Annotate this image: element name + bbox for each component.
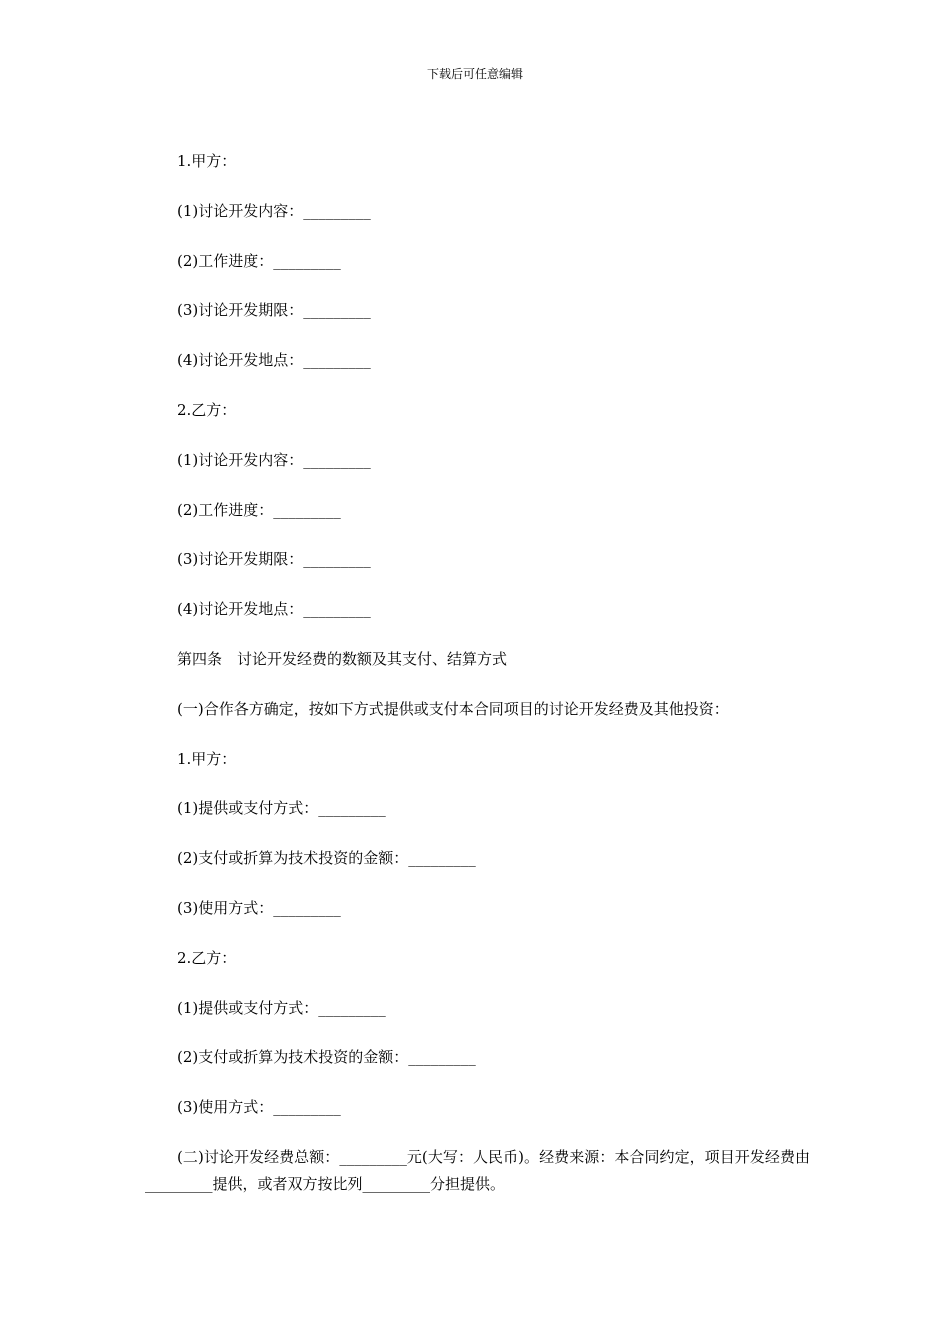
party-b-heading: 2.乙方： <box>177 401 237 419</box>
funding-party-b-investment-amount: (2)支付或折算为技术投资的金额：_________ <box>177 1048 476 1066</box>
funding-party-b-usage: (3)使用方式：_________ <box>177 1098 341 1116</box>
funding-party-b-heading: 2.乙方： <box>177 949 237 967</box>
article-four-heading: 第四条 讨论开发经费的数额及其支付、结算方式 <box>177 650 508 668</box>
funding-clause-intro: (一)合作各方确定，按如下方式提供或支付本合同项目的讨论开发经费及其他投资： <box>177 700 729 718</box>
party-a-work-progress: (2)工作进度：_________ <box>177 252 341 270</box>
party-b-work-progress: (2)工作进度：_________ <box>177 501 341 519</box>
page-header: 下载后可任意编辑 <box>426 67 523 81</box>
funding-party-a-usage: (3)使用方式：_________ <box>177 899 341 917</box>
party-a-heading: 1.甲方： <box>177 152 237 170</box>
party-b-research-content: (1)讨论开发内容：_________ <box>177 451 371 469</box>
funding-party-b-payment-method: (1)提供或支付方式：_________ <box>177 999 386 1017</box>
party-b-research-period: (3)讨论开发期限：_________ <box>177 550 371 568</box>
total-funding-paragraph: (二)讨论开发经费总额：_________元(大写：人民币)。经费来源：本合同约定，项目开发经费由_________提供，或者双方按比列_________分担提供。 <box>145 1148 810 1193</box>
party-a-research-content: (1)讨论开发内容：_________ <box>177 202 371 220</box>
party-b-research-location: (4)讨论开发地点：_________ <box>177 600 371 618</box>
party-a-research-period: (3)讨论开发期限：_________ <box>177 301 371 319</box>
funding-party-a-heading: 1.甲方： <box>177 750 237 768</box>
funding-party-a-payment-method: (1)提供或支付方式：_________ <box>177 799 386 817</box>
funding-party-a-investment-amount: (2)支付或折算为技术投资的金额：_________ <box>177 849 476 867</box>
party-a-research-location: (4)讨论开发地点：_________ <box>177 351 371 369</box>
